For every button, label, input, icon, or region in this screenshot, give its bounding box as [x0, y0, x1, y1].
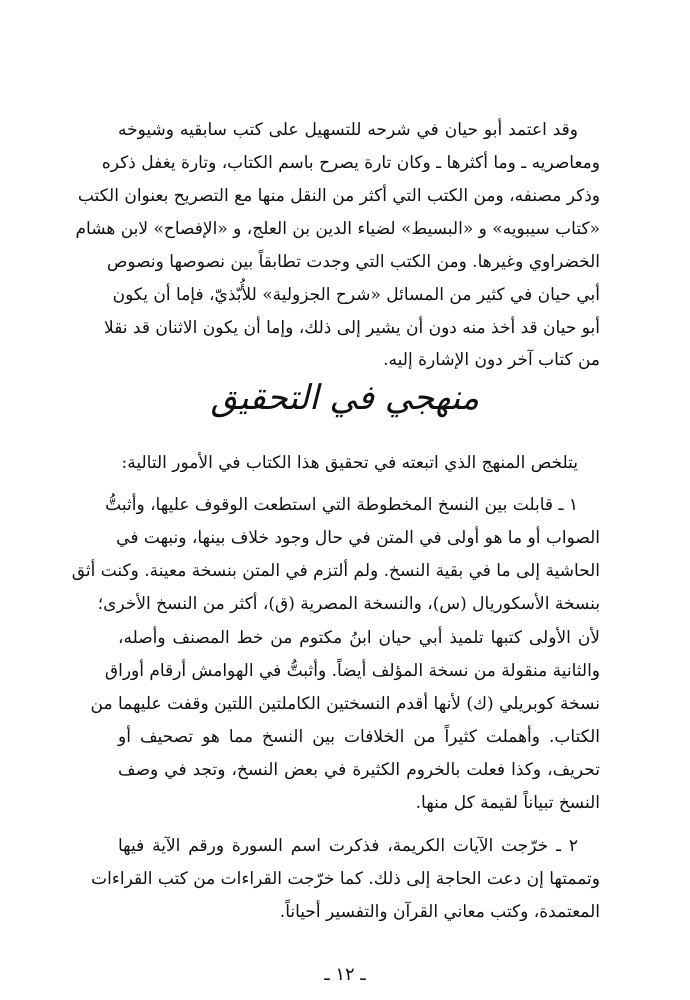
text-line: وذكر مصنفه، ومن الكتب التي أكثر من النقل منها مع التصريح بعنوان الكتب: [77, 186, 600, 206]
text-line: نسخة كوبريلي (ك) لأنها أقدم النسختين الكاملتين اللتين وقفت عليهما من: [90, 694, 600, 714]
page-number: ـ ١٢ ـ: [324, 964, 366, 985]
text-line: الخضراوي وغيرها. ومن الكتب التي وجدت تطابقاً بين نصوصها ونصوص: [106, 252, 600, 272]
text-line: أبي حيان في كثير من المسائل «شرح الجزولية» للأُبّذيّ، فإما أن يكون: [112, 285, 600, 305]
text-line: والثانية منقولة من نسخة المؤلف أيضاً. وأثبتُّ في الهوامش أرقام أوراق: [104, 661, 600, 681]
text-line: ومعاصريه ـ وما أكثرها ـ وكان تارة يصرح باسم الكتاب، وتارة يغفل ذكره: [101, 153, 600, 173]
text-line: بنسخة الأسكوريال (س)، والنسخة المصرية (ق)، أكثر من النسخ الأخرى؛: [97, 594, 600, 614]
text-line: وتممتها إن دعت الحاجة إلى ذلك. كما خرّجت القراءات من كتب القراءات: [91, 869, 600, 889]
text-line: ١ ـ قابلت بين النسخ المخطوطة التي استطعت الوقوف عليها، وأثبتُّ: [105, 495, 578, 515]
text-line: من كتاب آخر دون الإشارة إليه.: [383, 350, 600, 370]
text-line: الصواب أو ما هو أولى في المتن في حال وجود خلاف بينها، ونبهت في: [116, 528, 600, 548]
section-title: منهجي في التحقيق: [210, 378, 480, 418]
text-line: تحريف، وكذا فعلت بالخروم الكثيرة في بعض النسخ، وتجد في وصف: [118, 760, 600, 780]
text-line: الحاشية إلى ما في بقية النسخ. ولم ألتزم في المتن بنسخة معينة. وكنت أثق: [71, 561, 600, 581]
text-line: «كتاب سيبويه» و «البسيط» لضياء الدين بن العلج، و «الإفصاح» لابن هشام: [75, 219, 600, 239]
text-line: النسخ تبياناً لقيمة كل منها.: [415, 793, 600, 813]
text-line: الكتاب. وأهملت كثيراً من الخلافات بين النسخ مما هو تصحيف أو: [118, 727, 600, 747]
text-line: المعتمدة، وكتب معاني القرآن والتفسير أحياناً.: [279, 902, 600, 922]
intro-line: يتلخص المنهج الذي اتبعته في تحقيق هذا الكتاب في الأمور التالية:: [121, 453, 578, 473]
text-line: أبو حيان قد أخذ منه دون أن يشير إلى ذلك، وإما أن يكون الاثنان قد نقلا: [104, 318, 600, 338]
text-line: وقد اعتمد أبو حيان في شرحه للتسهيل على كتب سابقيه وشيوخه: [118, 120, 578, 140]
text-line: لأن الأولى كتبها تلميذ أبي حيان ابنُ مكتوم من خط المصنف وأصله،: [118, 628, 600, 648]
text-line: ٢ ـ خرّجت الآيات الكريمة، فذكرت اسم السورة ورقم الآية فيها: [118, 836, 578, 856]
